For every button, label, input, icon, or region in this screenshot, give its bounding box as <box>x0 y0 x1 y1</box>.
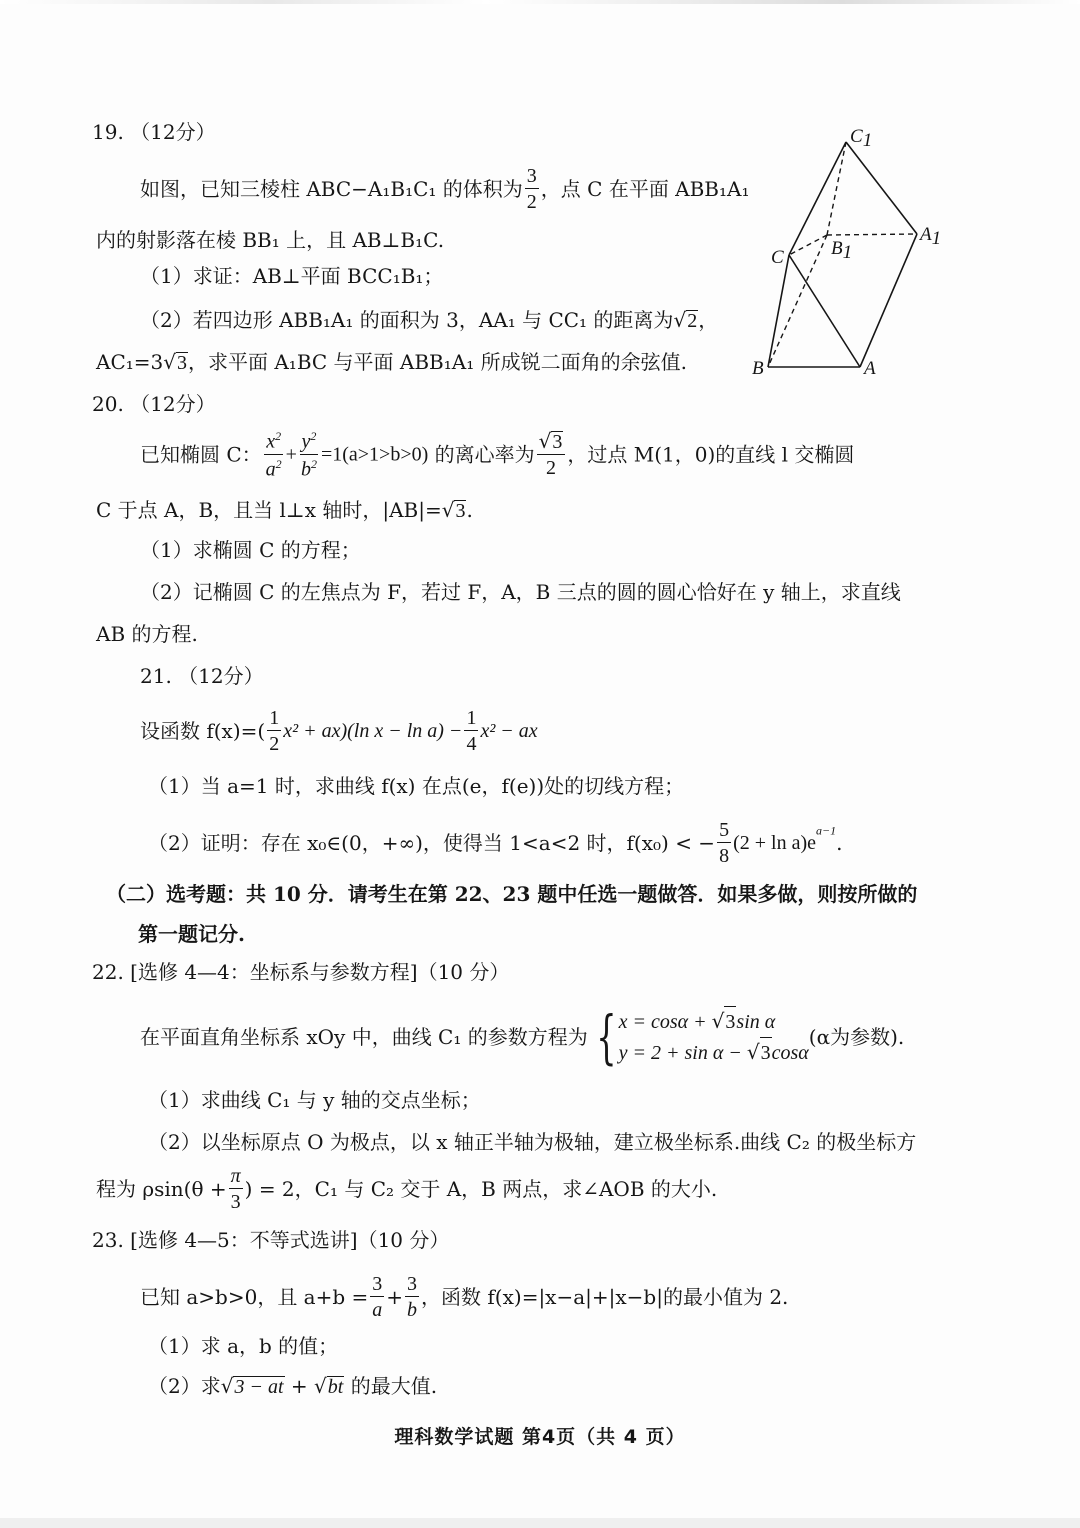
edge-a1-a <box>860 234 917 367</box>
fraction-denominator: 2 <box>546 457 557 480</box>
q21-part2-expr: (2 + ln a)e <box>733 832 816 854</box>
q22-header: 22. [选修 4—4：坐标系与参数方程]（10 分） <box>92 960 510 984</box>
pi-over-three-fraction: $\frac{\pi}{3}$ <box>230 1165 241 1213</box>
q21-function-def <box>140 708 538 754</box>
half-fraction: $\frac{1}{2}$ <box>269 707 280 755</box>
q19-volume-fraction <box>525 166 539 212</box>
param-x-equation: x = cosα + √3sin α <box>619 1006 809 1037</box>
q19-part1: （1）求证：AB⊥平面 BCC₁B₁； <box>140 264 444 288</box>
edge-c1-b1-hidden <box>827 142 846 235</box>
q22-part2-line2 <box>96 1166 717 1212</box>
sqrt-radicand: bt <box>327 1376 344 1398</box>
q20-part2-line1: （2）记椭圆 C 的左焦点为 F，若过 F，A，B 三点的圆的圆心恰好在 y 轴上，求直线 <box>140 580 901 604</box>
fraction-denominator: 2 <box>526 191 537 213</box>
fraction-numerator: 3 <box>526 165 537 187</box>
scan-top-edge <box>0 0 1080 4</box>
three-over-b-fraction: $\frac{3}{b}$ <box>407 1273 418 1321</box>
q22-param-note: (α为参数). <box>808 1025 905 1049</box>
section2-instruction-line1: （二）选考题：共 10 分．请考生在第 22、23 题中任选一题做答．如果多做，则按所做的 <box>106 882 918 906</box>
q19-intro-line2: 内的射影落在棱 BB₁ 上，且 AB⊥B₁C. <box>96 228 445 252</box>
label-a: A <box>864 358 876 379</box>
period: . <box>836 831 843 855</box>
q22-polar-eq-prefix: 程为 ρsin(θ + <box>96 1177 227 1201</box>
q23-part2-prefix: （2）求 <box>148 1374 221 1398</box>
five-eighths-fraction: $\frac{5}{8}$ <box>719 819 730 867</box>
q19-part2-question: ，求平面 A₁BC 与平面 ABB₁A₁ 所成锐二面角的余弦值. <box>188 350 687 374</box>
sqrt-symbol: √ <box>163 350 176 374</box>
q23-condition: 已知 a>b>0，且 a+b = <box>140 1285 369 1309</box>
q20-intro-line1 <box>140 430 854 479</box>
ellipse-condition: =1(a>1>b>0) <box>320 443 429 466</box>
q23-header: 23. [选修 4—5：不等式选讲]（10 分） <box>92 1228 450 1252</box>
q19-part2-text: （2）若四边形 ABB₁A₁ 的面积为 3，AA₁ 与 CC₁ 的距离为 <box>140 308 674 332</box>
q22-polar-eq-suffix: ) = 2，C₁ 与 C₂ 交于 A，B 两点，求∠AOB 的大小. <box>244 1177 718 1201</box>
edge-c-b <box>768 255 789 367</box>
q20-intro-line2 <box>96 500 473 521</box>
q21-part1: （1）当 a=1 时，求曲线 f(x) 在点(e，f(e))处的切线方程； <box>148 774 685 798</box>
q20-eccentricity-text: 的离心率为 <box>428 442 535 467</box>
label-b1: B1 <box>831 238 853 263</box>
q22-param-eq <box>140 1003 905 1071</box>
period: . <box>466 498 473 522</box>
q22-part2-line1: （2）以坐标原点 O 为极点，以 x 轴正半轴为极轴，建立极坐标系.曲线 C₂ 的极坐标方 <box>148 1130 917 1154</box>
label-a1: A1 <box>920 224 942 249</box>
q19-part2-comma: ， <box>698 308 719 332</box>
quarter-fraction: $\frac{1}{4}$ <box>466 707 477 755</box>
param-y-equation: y = 2 + sin α − √3cosα <box>619 1037 809 1068</box>
plus-sign: + <box>386 1285 404 1309</box>
sqrt-symbol: √ <box>673 308 687 332</box>
sqrt-radicand: 3 − at <box>234 1376 284 1398</box>
eccentricity-fraction: $\frac{√3}{2}$ <box>537 431 566 478</box>
prism-figure <box>740 120 940 380</box>
q20-part2-line2: AB 的方程. <box>96 622 198 646</box>
q23-part2 <box>148 1376 437 1397</box>
q19-ac1-label: AC₁=3 <box>96 350 164 374</box>
q22-intro-text: 在平面直角坐标系 xOy 中，曲线 C₁ 的参数方程为 <box>140 1025 588 1049</box>
q21-function-prefix: 设函数 f(x)=( <box>140 719 266 743</box>
q21-function-end: x² − ax <box>480 720 538 742</box>
edge-c1-a1 <box>846 142 917 234</box>
label-b: B <box>752 358 764 379</box>
fraction-numerator: 3 <box>552 431 563 454</box>
q19-intro-b: ，点 C 在平面 ABB₁A₁ <box>540 177 750 201</box>
q21-function-middle: x² + ax)(ln x − ln a) − <box>283 720 463 742</box>
plus-sign: + <box>284 1374 315 1398</box>
q21-part2 <box>148 820 842 866</box>
q21-header: 21. （12分） <box>140 664 264 688</box>
sqrt-symbol: √ <box>441 498 455 522</box>
sqrt-symbol: √ <box>314 1374 327 1398</box>
q23-intro <box>140 1274 788 1320</box>
plus-sign: + <box>285 443 297 466</box>
q19-part2-line2 <box>96 352 687 373</box>
q22-part1: （1）求曲线 C₁ 与 y 轴的交点坐标； <box>148 1088 481 1112</box>
edge-b1-a1-hidden <box>827 234 917 235</box>
scan-bottom-edge <box>0 1518 1080 1528</box>
q20-header: 20. （12分） <box>92 392 216 416</box>
sqrt-radicand: 3 <box>177 352 187 374</box>
parametric-system <box>588 1003 809 1071</box>
three-over-a-fraction: $\frac{3}{a}$ <box>372 1273 383 1321</box>
q23-function-text: ，函数 f(x)=|x−a|+|x−b|的最小值为 2. <box>421 1285 789 1309</box>
edge-c-a <box>789 255 860 367</box>
label-c: C <box>771 247 784 268</box>
q21-part2-text: （2）证明：存在 x₀∈(0，+∞)，使得当 1<a<2 时，f(x₀) < − <box>148 831 716 855</box>
q19-part2-line1 <box>140 310 718 331</box>
q20-part1: （1）求椭圆 C 的方程； <box>140 538 361 562</box>
q20-ab-text: C 于点 A，B，且当 l⊥x 轴时，|AB|= <box>96 498 442 522</box>
label-c1: C1 <box>850 126 873 151</box>
sqrt-radicand: 3 <box>455 500 466 522</box>
q20-ellipse-label: 已知椭圆 C： <box>140 442 262 467</box>
sqrt-symbol: √ <box>220 1374 234 1398</box>
q23-part1: （1）求 a，b 的值； <box>148 1334 339 1358</box>
sqrt-radicand: 2 <box>687 310 698 332</box>
q19-intro-a: 如图，已知三棱柱 ABC−A₁B₁C₁ 的体积为 <box>140 177 523 201</box>
section2-instruction-line2: 第一题记分. <box>138 922 245 946</box>
ellipse-term-x: $\frac{x^2}{a^2}$ <box>265 429 282 481</box>
brace-icon: { <box>596 1003 617 1071</box>
q20-line-text: ，过点 M(1，0)的直线 l 交椭圆 <box>567 442 855 467</box>
q19-header: 19. （12分） <box>92 120 216 144</box>
q19-intro-line1 <box>140 166 750 212</box>
ellipse-term-y: $\frac{y^2}{b^2}$ <box>300 429 317 481</box>
q21-exponent: a−1 <box>816 823 837 838</box>
q23-part2-suffix: 的最大值. <box>344 1374 438 1398</box>
page-footer: 理科数学试题 第4页（共 4 页） <box>394 1426 686 1448</box>
